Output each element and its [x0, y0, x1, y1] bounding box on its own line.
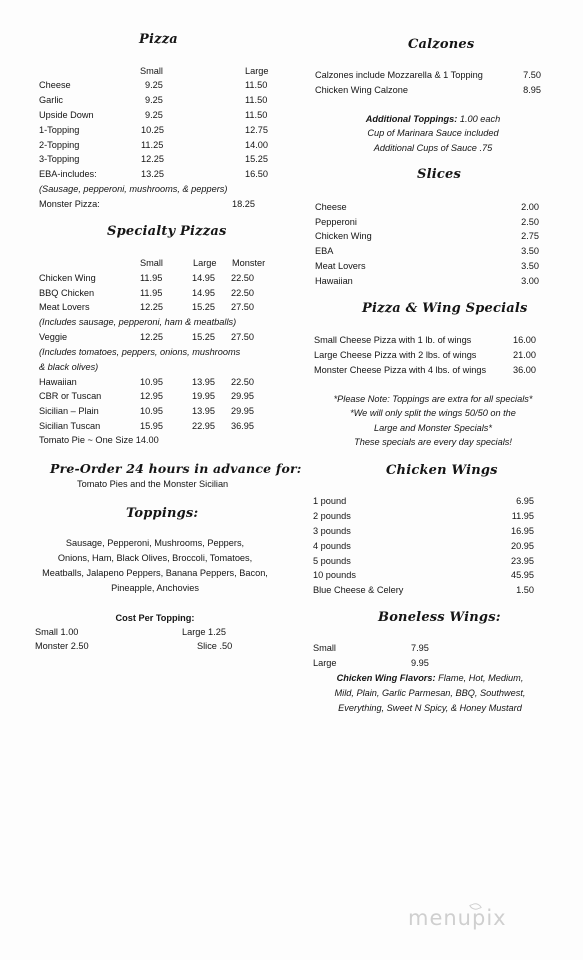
wing-flavors-text: Flame, Hot, Medium,: [435, 673, 524, 683]
specialty-col-large: Large: [193, 258, 217, 268]
pizza-row-small: 13.25: [141, 169, 164, 179]
toppings-line: Sausage, Pepperoni, Mushrooms, Peppers,: [65, 538, 245, 548]
specialty-row-monster: 29.95: [231, 406, 254, 416]
specialty-row-large: 13.95: [192, 377, 215, 387]
specialty-row-large: 13.95: [192, 406, 215, 416]
slices-heading: Slices: [417, 167, 461, 182]
slice-row-price: 3.00: [521, 276, 539, 286]
specialty-row-name: Sicilian Tuscan: [39, 421, 101, 431]
wing-flavors-line: Mild, Plain, Garlic Parmesan, BBQ, Southwest,: [334, 688, 526, 698]
calzone-row-name: Chicken Wing Calzone: [315, 85, 408, 95]
special-row-name: Large Cheese Pizza with 2 lbs. of wings: [314, 350, 477, 360]
pizza-row-small: 11.25: [141, 140, 164, 150]
pizza-row-name: Cheese: [39, 80, 71, 90]
veggie-note-cont: & black olives): [39, 362, 99, 372]
specialty-row-monster: 29.95: [231, 391, 254, 401]
pizza-row-name: EBA-includes:: [39, 169, 97, 179]
topping-cost-small: Small 1.00: [35, 627, 79, 637]
pizza-heading: Pizza: [139, 32, 178, 47]
preorder-heading: Pre-Order 24 hours in advance for:: [50, 461, 302, 476]
specialty-row-small: 15.95: [140, 421, 163, 431]
wing-flavors-label: Chicken Wing Flavors:: [336, 673, 436, 683]
specialty-row-large: 19.95: [192, 391, 215, 401]
specialty-row-monster: 22.50: [231, 377, 254, 387]
specialty-row-large: 14.95: [192, 273, 215, 283]
additional-toppings-price: 1.00 each: [457, 114, 501, 124]
specialty-row-monster: 22.50: [231, 273, 254, 283]
toppings-line: Meatballs, Jalapeno Peppers, Banana Peppers, Bacon,: [42, 568, 268, 578]
specials-note: Large and Monster Specials*: [374, 423, 492, 433]
special-row-price: 36.00: [513, 365, 536, 375]
pizza-row-large: 15.25: [245, 154, 268, 164]
specialty-row-name: Meat Lovers: [39, 302, 90, 312]
wing-row-price: 23.95: [511, 556, 534, 566]
slice-row-price: 2.50: [521, 217, 539, 227]
special-row-name: Monster Cheese Pizza with 4 lbs. of wings: [314, 365, 487, 375]
pizza-row-small: 10.25: [141, 125, 164, 135]
wing-row-price: 16.95: [511, 526, 534, 536]
boneless-row-price: 9.95: [411, 658, 429, 668]
pizza-col-small: Small: [140, 66, 163, 76]
calzone-row-name: Calzones include Mozzarella & 1 Topping: [315, 70, 483, 80]
specialty-row-small: 11.95: [140, 288, 163, 298]
wing-row-name: 4 pounds: [313, 541, 351, 551]
specialty-row-large: 15.25: [192, 332, 215, 342]
wing-row-name: 2 pounds: [313, 511, 351, 521]
pizza-row-small: 9.25: [145, 95, 163, 105]
slice-row-name: Meat Lovers: [315, 261, 366, 271]
pizza-row-large: 14.00: [245, 140, 268, 150]
pizza-row-name: 1-Topping: [39, 125, 80, 135]
boneless-wings-heading: Boneless Wings:: [378, 610, 501, 625]
monster-pizza-price: 18.25: [232, 199, 255, 209]
cost-per-topping-heading: Cost Per Topping:: [115, 613, 195, 623]
wing-row-price: 11.95: [511, 511, 534, 521]
additional-toppings-label: Additional Toppings:: [365, 114, 458, 124]
boneless-row-name: Small: [313, 643, 336, 653]
slice-row-name: Chicken Wing: [315, 231, 372, 241]
specialty-row-monster: 36.95: [231, 421, 254, 431]
specialty-row-name: CBR or Tuscan: [39, 391, 102, 401]
preorder-subtitle: Tomato Pies and the Monster Sicilian: [77, 479, 229, 489]
slice-row-name: Cheese: [315, 202, 347, 212]
toppings-line: Onions, Ham, Black Olives, Broccoli, Tomatoes,: [57, 553, 253, 563]
specialty-row-small: 10.95: [140, 406, 163, 416]
specialty-row-monster: 27.50: [231, 302, 254, 312]
toppings-heading: Toppings:: [126, 506, 199, 521]
calzones-heading: Calzones: [408, 37, 475, 52]
monster-pizza-label: Monster Pizza:: [39, 199, 100, 209]
pizza-row-large: 16.50: [245, 169, 268, 179]
pizza-row-small: 12.25: [141, 154, 164, 164]
calzone-row-price: 8.95: [523, 85, 541, 95]
slice-row-name: Pepperoni: [315, 217, 357, 227]
boneless-row-name: Large: [313, 658, 337, 668]
specialty-row-monster: 27.50: [231, 332, 254, 342]
toppings-line: Pineapple, Anchovies: [111, 583, 199, 593]
slice-row-name: Hawaiian: [315, 276, 353, 286]
pizza-row-small: 9.25: [145, 80, 163, 90]
wing-flavors-line: [305, 673, 555, 683]
wing-row-name: 1 pound: [313, 496, 347, 506]
wing-row-price: 6.95: [516, 496, 534, 506]
wing-row-name: 5 pounds: [313, 556, 351, 566]
pizza-row-large: 11.50: [245, 80, 268, 90]
pizza-row-large: 11.50: [245, 110, 268, 120]
slice-row-price: 2.00: [521, 202, 539, 212]
specialty-row-small: 11.95: [140, 273, 163, 283]
specialty-row-large: 22.95: [192, 421, 215, 431]
slice-row-price: 3.50: [521, 261, 539, 271]
boneless-row-price: 7.95: [411, 643, 429, 653]
specialty-col-monster: Monster: [232, 258, 266, 268]
tomato-pie: Tomato Pie ~ One Size 14.00: [39, 435, 159, 445]
slice-row-name: EBA: [315, 246, 334, 256]
specials-note: These specials are every day specials!: [354, 437, 512, 447]
extra-sauce-note: Additional Cups of Sauce .75: [373, 143, 493, 153]
pizza-row-name: Upside Down: [39, 110, 94, 120]
calzone-row-price: 7.50: [523, 70, 541, 80]
topping-cost-large: Large 1.25: [182, 627, 226, 637]
specialty-row-small: 12.25: [140, 302, 163, 312]
specials-note: *We will only split the wings 50/50 on the: [350, 408, 516, 418]
specialty-row-monster: 22.50: [231, 288, 254, 298]
pizza-row-name: 2-Topping: [39, 140, 80, 150]
veggie-note: (Includes tomatoes, peppers, onions, mushrooms: [39, 347, 241, 357]
calzone-additional-toppings: [308, 114, 558, 124]
specialty-row-name: Hawaiian: [39, 377, 77, 387]
specials-note: *Please Note: Toppings are extra for all specials*: [333, 394, 533, 404]
special-row-price: 21.00: [513, 350, 536, 360]
specialty-row-small: 12.95: [140, 391, 163, 401]
wing-row-price: 45.95: [511, 570, 534, 580]
specials-heading: Pizza & Wing Specials: [362, 301, 528, 316]
specialty-row-small: 12.25: [140, 332, 163, 342]
specialty-row-large: 14.95: [192, 288, 215, 298]
wing-flavors-line: Everything, Sweet N Spicy, & Honey Mustard: [338, 703, 522, 713]
pizza-row-name: 3-Topping: [39, 154, 80, 164]
wing-row-price: 20.95: [511, 541, 534, 551]
wing-row-name: Blue Cheese & Celery: [313, 585, 404, 595]
slice-row-price: 3.50: [521, 246, 539, 256]
specialty-pizzas-heading: Specialty Pizzas: [107, 224, 227, 239]
eba-note: (Sausage, pepperoni, mushrooms, & peppers): [39, 184, 228, 194]
menupix-watermark: menupix: [408, 906, 507, 930]
topping-cost-monster: Monster 2.50: [35, 641, 89, 651]
pizza-row-small: 9.25: [145, 110, 163, 120]
specialty-row-large: 15.25: [192, 302, 215, 312]
pizza-row-name: Garlic: [39, 95, 63, 105]
specialty-row-name: Sicilian – Plain: [39, 406, 99, 416]
specialty-row-name: Chicken Wing: [39, 273, 96, 283]
specialty-row-name: BBQ Chicken: [39, 288, 95, 298]
chicken-wings-heading: Chicken Wings: [386, 463, 498, 478]
special-row-price: 16.00: [513, 335, 536, 345]
wing-row-name: 3 pounds: [313, 526, 351, 536]
wing-row-name: 10 pounds: [313, 570, 356, 580]
meat-lovers-note: (Includes sausage, pepperoni, ham & meatballs): [39, 317, 237, 327]
wing-row-price: 1.50: [516, 585, 534, 595]
topping-cost-slice: Slice .50: [197, 641, 233, 651]
marinara-note: Cup of Marinara Sauce included: [367, 128, 499, 138]
special-row-name: Small Cheese Pizza with 1 lb. of wings: [314, 335, 472, 345]
pizza-row-large: 12.75: [245, 125, 268, 135]
pizza-row-large: 11.50: [245, 95, 268, 105]
pizza-col-large: Large: [245, 66, 269, 76]
specialty-row-small: 10.95: [140, 377, 163, 387]
specialty-row-name: Veggie: [39, 332, 68, 342]
slice-row-price: 2.75: [521, 231, 539, 241]
specialty-col-small: Small: [140, 258, 163, 268]
